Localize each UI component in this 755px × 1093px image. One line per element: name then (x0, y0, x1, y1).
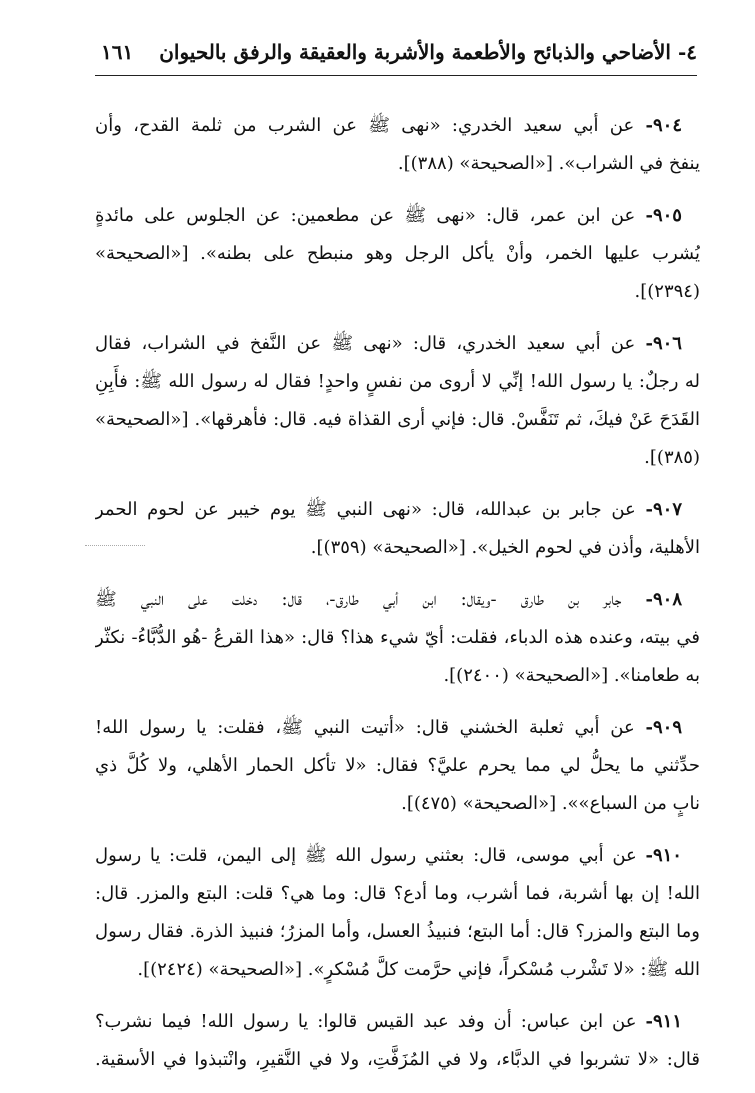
entry-line: له رجلٌ: يا رسول الله! إنِّي لا أروى من نفسٍ واحدٍ! فقال له رسول الله ﷺ: فأَبِنِ (95, 371, 700, 392)
running-header (95, 28, 697, 72)
hadith-entry-906 (95, 325, 700, 477)
chapter-title: ٤- الأضاحي والذبائح والأطعمة والأشربة والعقيقة والرفق بالحيوان (159, 40, 697, 64)
header-rule (95, 75, 697, 76)
hadith-list (95, 107, 700, 1093)
hadith-entry-911 (95, 1003, 700, 1079)
entry-line: ٩٠٥- عن ابن عمر، قال: «نهى ﷺ عن مطعمين: عن الجلوس على مائدةٍ (95, 205, 682, 226)
entry-line: ٩١٠- عن أبي موسى، قال: بعثني رسول الله ﷺ إلى اليمن، قلت: يا رسول (95, 845, 682, 866)
entry-line: ينفخ في الشراب». [«الصحيحة» (٣٨٨)]. (397, 153, 700, 174)
entry-line: القَدَحَ عَنْ فيكَ، ثم تَنَفَّسْ. قال: فإني أرى القذاة فيه. قال: فأهرقها». [«الصحيحة» (95, 409, 700, 430)
hadith-entry-908 (95, 581, 700, 695)
hadith-entry-905 (95, 197, 700, 311)
entry-line: حدِّثني ما يحلُّ لي مما يحرم عليَّ؟ فقال: «لا تأكل الحمار الأهلي، ولا كُلَّ ذي (95, 755, 700, 776)
entry-line: ٩٠٨- جابر بن طارق -ويقال: ابن أبي طارق-، قال: دخلت على النبي ﷺ (95, 589, 682, 610)
entry-line: الله ﷺ: «لا تَشْرب مُسْكراً، فإني حرَّمت كلَّ مُسْكرٍ». [«الصحيحة» (٢٤٢٤)]. (137, 959, 700, 980)
page-number: ١٦١ (101, 40, 134, 64)
entry-line: الله! إن بها أشربة، فما أشرب، وما أدع؟ قال: وما هي؟ قلت: البتع والمزر. قال: (95, 883, 700, 904)
entry-line: قال: «لا تشربوا في الدبَّاء، ولا في المُزَفَّتِ، ولا في النَّقيرِ، وانْتبذوا في الأسقية. (95, 1049, 700, 1070)
entry-number: ٩٠٥- (645, 205, 682, 226)
hadith-entry-909 (95, 709, 700, 823)
entry-line: نابٍ من السباع»». [«الصحيحة» (٤٧٥)]. (401, 793, 700, 814)
hadith-entry-904 (95, 107, 700, 183)
entry-line: الأهلية، وأذن في لحوم الخيل». [«الصحيحة» (٣٥٩)]. (310, 537, 700, 558)
entry-line: (٣٨٥)]. (644, 447, 700, 468)
entry-number: ٩١٠- (645, 845, 682, 866)
entry-line: ٩٠٧- عن جابر بن عبدالله، قال: «نهى النبي ﷺ يوم خيبر عن لحوم الحمر (95, 499, 682, 520)
entry-number: ٩٠٩- (645, 717, 682, 738)
entry-line: ٩١١- عن ابن عباس: أن وفد عبد القيس قالوا: يا رسول الله! فيما نشرب؟ (95, 1011, 682, 1032)
entry-line: ٩٠٦- عن أبي سعيد الخدري، قال: «نهى ﷺ عن النَّفخ في الشراب، فقال (95, 333, 682, 354)
entry-line: (٢٣٩٤)]. (634, 281, 700, 302)
entry-line: ٩٠٤- عن أبي سعيد الخدري: «نهى ﷺ عن الشرب من ثلمة القدح، وأن (95, 115, 682, 136)
entry-line: يُشرب عليها الخمر، وأنْ يأكل الرجل وهو منبطح على بطنه». [«الصحيحة» (95, 243, 700, 264)
hadith-entry-910 (95, 837, 700, 989)
entry-line: وما البتع والمزر؟ قال: أما البتع؛ فنبيذُ العسل، وأما المزرُ؛ فنبيذ الذرة. فقال رسول (95, 921, 700, 942)
hadith-entry-907 (95, 491, 700, 567)
entry-line: به طعامنا». [«الصحيحة» (٢٤٠٠)]. (443, 665, 700, 686)
entry-number: ٩٠٨- (645, 589, 682, 610)
entry-line: في بيته، وعنده هذه الدباء، فقلت: أيّ شيء هذا؟ قال: «هذا القرعُ -هُو الدُّبَّاءُ- نكثّر (95, 627, 700, 648)
entry-number: ٩٠٦- (645, 333, 682, 354)
entry-number: ٩٠٤- (645, 115, 682, 136)
entry-number: ٩١١- (645, 1011, 682, 1032)
entry-line: ٩٠٩- عن أبي ثعلبة الخشني قال: «أتيت النبي ﷺ، فقلت: يا رسول الله! (95, 717, 682, 738)
entry-number: ٩٠٧- (645, 499, 682, 520)
